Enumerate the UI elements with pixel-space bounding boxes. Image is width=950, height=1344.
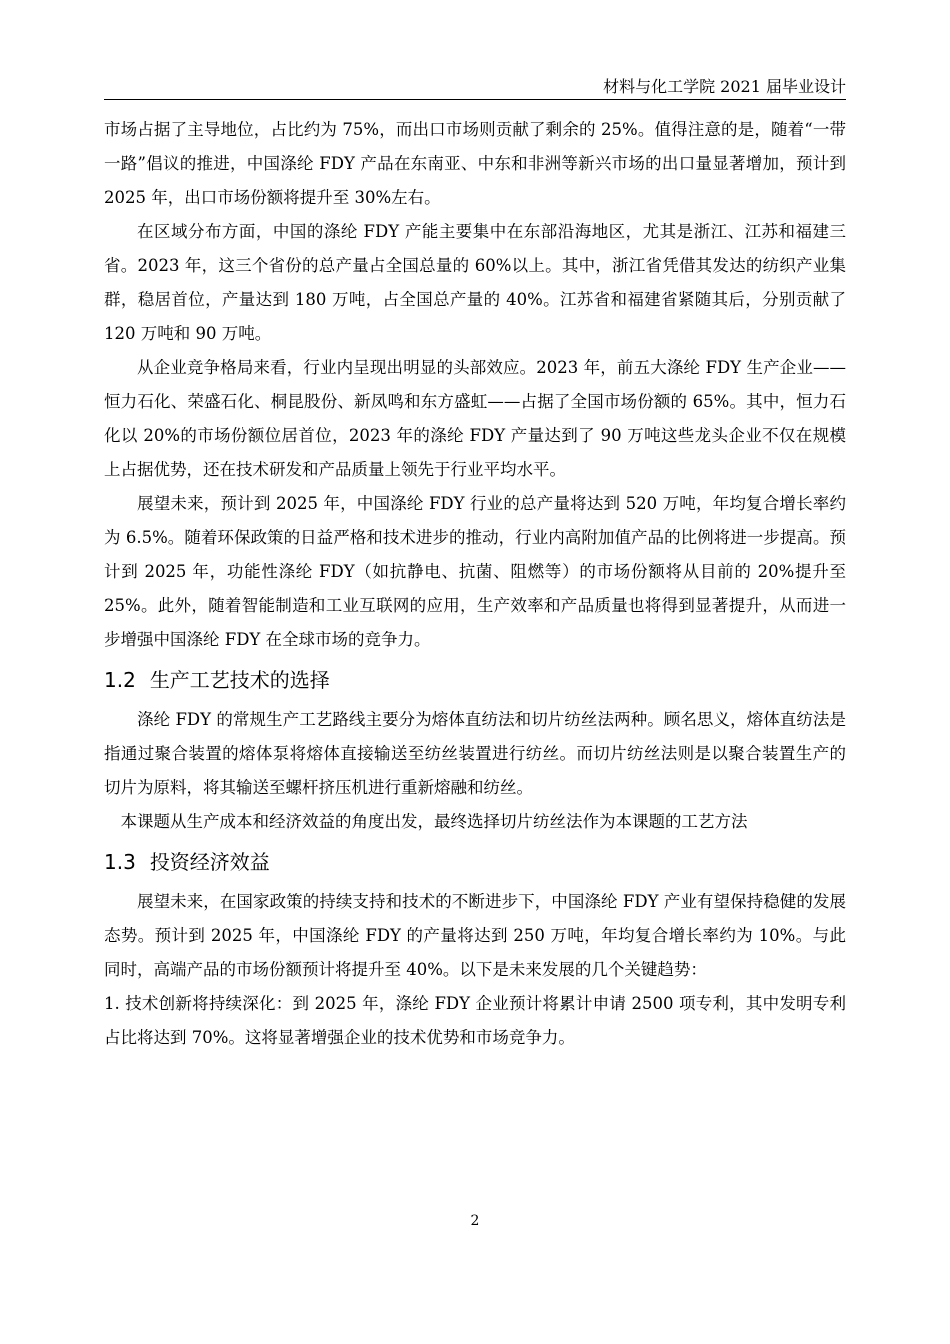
paragraph-process-routes: 涤纶 FDY 的常规生产工艺路线主要分为熔体直纺法和切片纺丝法两种。顾名思义，熔体直纺法是指通过聚合装置的熔体泵将熔体直接输送至纺丝装置进行纺丝。而切片纺丝法则是以聚合装置生产的切片为原料，将其输送至螺杆挤压机进行重新熔融和纺丝。: [104, 710, 846, 797]
header-rule: [104, 99, 846, 100]
paragraph-market-share: 市场占据了主导地位，占比约为 75%，而出口市场则贡献了剩余的 25%。值得注意的是，随着“一带一路”倡议的推进，中国涤纶 FDY 产品在东南亚、中东和非洲等新兴市场的出口量显著增加，预计到 2025 年，出口市场份额将提升至 30%左右。: [104, 120, 846, 207]
paragraph-investment-outlook: 展望未来，在国家政策的持续支持和技术的不断进步下，中国涤纶 FDY 产业有望保持稳健的发展态势。预计到 2025 年，中国涤纶 FDY 的产量将达到 250 万吨，年均复合增长率约为 10%。与此同时，高端产品的市场份额预计将提升至 40%。以下是未来发展的几个关键趋势：: [104, 892, 846, 979]
paragraph-outlook: 展望未来，预计到 2025 年，中国涤纶 FDY 行业的总产量将达到 520 万吨，年均复合增长率约为 6.5%。随着环保政策的日益严格和技术进步的推动，行业内高附加值产品的比例将进一步提高。预计到 2025 年，功能性涤纶 FDY（如抗静电、抗菌、阻燃等）的市场份额将从目前的 20%提升至 25%。此外，随着智能制造和工业互联网的应用，生产效率和产品质量也将得到显著提升，从而进一步增强中国涤纶 FDY 在全球市场的竞争力。: [104, 494, 846, 649]
paragraph-process-choice: 本课题从生产成本和经济效益的角度出发，最终选择切片纺丝法作为本课题的工艺方法: [120, 812, 748, 831]
section-title: 生产工艺技术的选择: [149, 668, 330, 692]
running-header: 材料与化工学院 2021 届毕业设计: [603, 77, 846, 96]
section-number: 1.3: [104, 850, 136, 874]
section-title: 投资经济效益: [149, 850, 270, 874]
section-number: 1.2: [104, 668, 136, 692]
list-item-technology-innovation: 1. 技术创新将持续深化：到 2025 年，涤纶 FDY 企业预计将累计申请 2500 项专利，其中发明专利占比将达到 70%。这将显著增强企业的技术优势和市场竞争力。: [104, 994, 846, 1047]
page-body: [104, 113, 846, 1055]
paragraph-enterprise-competition: 从企业竞争格局来看，行业内呈现出明显的头部效应。2023 年，前五大涤纶 FDY 生产企业——恒力石化、荣盛石化、桐昆股份、新凤鸣和东方盛虹——占据了全国市场份额的 65%。其中，恒力石化以 20%的市场份额位居首位，2023 年的涤纶 FDY 产量达到了 90 万吨这些龙头企业不仅在规模上占据优势，还在技术研发和产品质量上领先于行业平均水平。: [104, 358, 846, 479]
page-number: 2: [470, 1213, 480, 1229]
paragraph-regional-distribution: 在区域分布方面，中国的涤纶 FDY 产能主要集中在东部沿海地区，尤其是浙江、江苏和福建三省。2023 年，这三个省份的总产量占全国总量的 60%以上。其中，浙江省凭借其发达的纺织产业集群，稳居首位，产量达到 180 万吨，占全国总产量的 40%。江苏省和福建省紧随其后，分别贡献了 120 万吨和 90 万吨。: [104, 222, 846, 343]
section-heading-1-3: [104, 839, 846, 885]
section-heading-1-2: [104, 657, 846, 703]
